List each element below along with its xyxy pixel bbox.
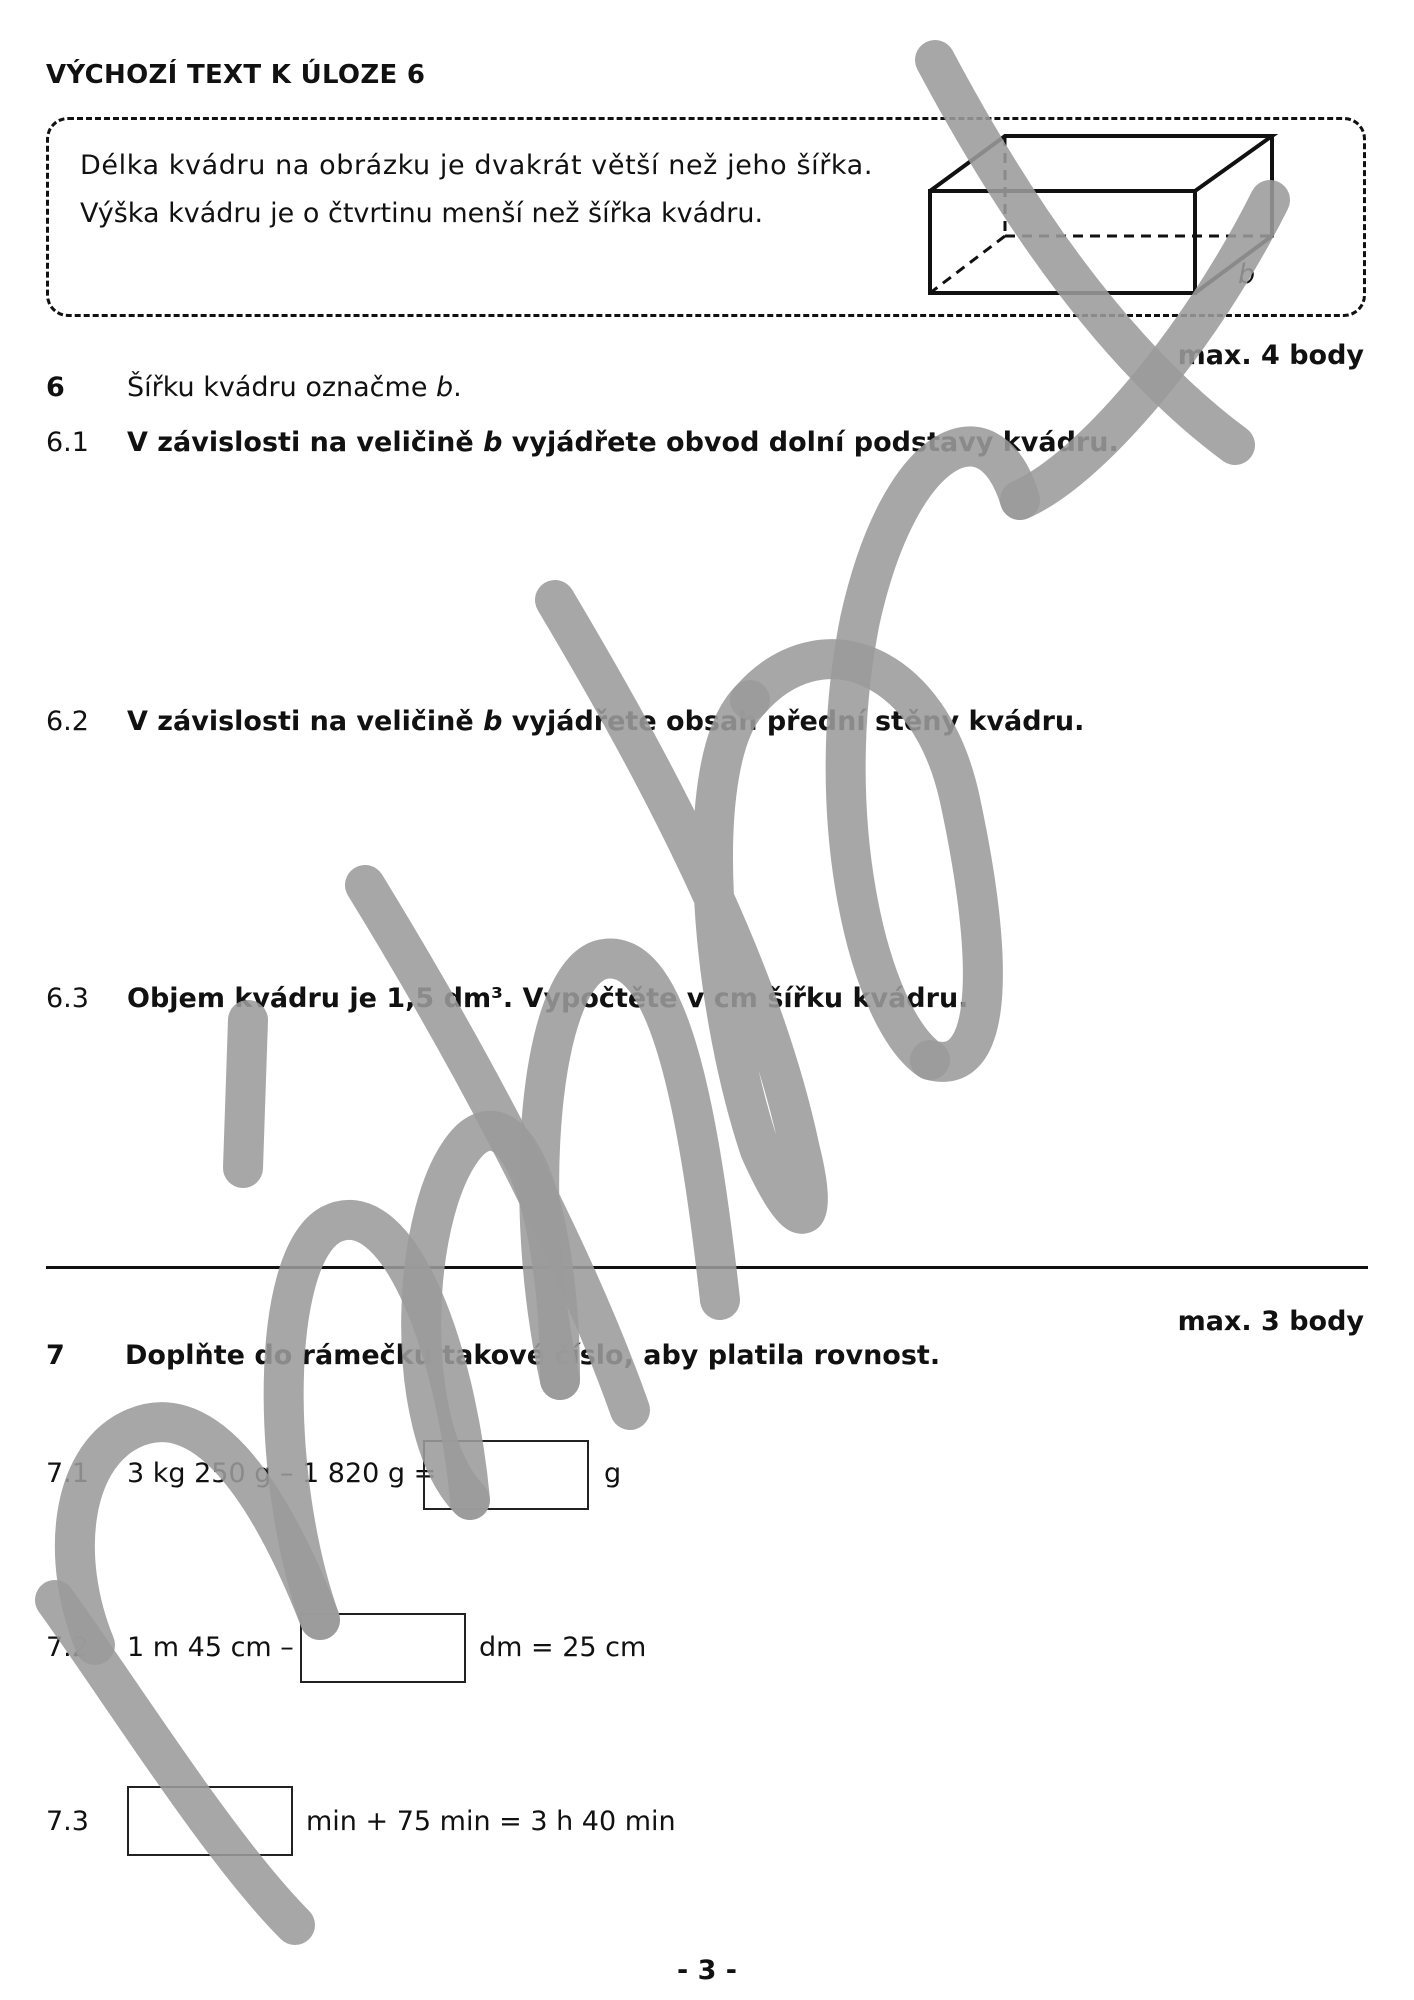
cuboid-top-face [930,136,1272,191]
task6-1-number: 6.1 [46,427,89,458]
cuboid-right-face [1195,136,1272,293]
cuboid-figure [920,125,1300,305]
task7-2-expression-right: dm = 25 cm [479,1632,647,1663]
task7-question: Doplňte do rámečku takové číslo, aby platila rovnost. [125,1340,941,1371]
task7-1-unit: g [604,1458,622,1489]
figure-label-b: b [1238,259,1256,290]
intro-line-2: Výška kvádru je o čtvrtinu menší než šířka kvádru. [80,198,764,229]
task6-3-number: 6.3 [46,983,89,1014]
intro-line-1: Délka kvádru na obrázku je dvakrát větší než jeho šířka. [80,150,874,181]
task7-3-expression: min + 75 min = 3 h 40 min [306,1806,676,1837]
task6-3-question: Objem kvádru je 1,5 dm³. Vypočtěte v cm šířku kvádru. [127,983,969,1014]
section-heading: VÝCHOZÍ TEXT K ÚLOZE 6 [46,60,426,90]
task7-1-expression: 3 kg 250 g – 1 820 g = [127,1458,437,1489]
cuboid-front-face [930,191,1195,293]
task7-points: max. 3 body [1177,1306,1364,1337]
task7-1-number: 7.1 [46,1458,89,1489]
section-divider [46,1266,1368,1269]
task6-2-number: 6.2 [46,706,89,737]
task6-points: max. 4 body [1177,340,1364,371]
task7-3-number: 7.3 [46,1806,89,1837]
task7-3-answer-box[interactable] [127,1786,293,1856]
task6-1-question: V závislosti na veličině b vyjádřete obvod dolní podstavy kvádru. [127,427,1119,458]
task7-1-answer-box[interactable] [423,1440,589,1510]
task7-2-expression-left: 1 m 45 cm – [127,1632,294,1663]
page-number: - 3 - [677,1955,737,1986]
task7-2-number: 7.2 [46,1632,89,1663]
task7-2-answer-box[interactable] [300,1613,466,1683]
hidden-edge-depth [930,236,1005,293]
task7-number: 7 [46,1340,65,1371]
task6-intro: Šířku kvádru označme b. [127,372,462,403]
task6-number: 6 [46,372,65,403]
task6-2-question: V závislosti na veličině b vyjádřete obsah přední stěny kvádru. [127,706,1085,737]
